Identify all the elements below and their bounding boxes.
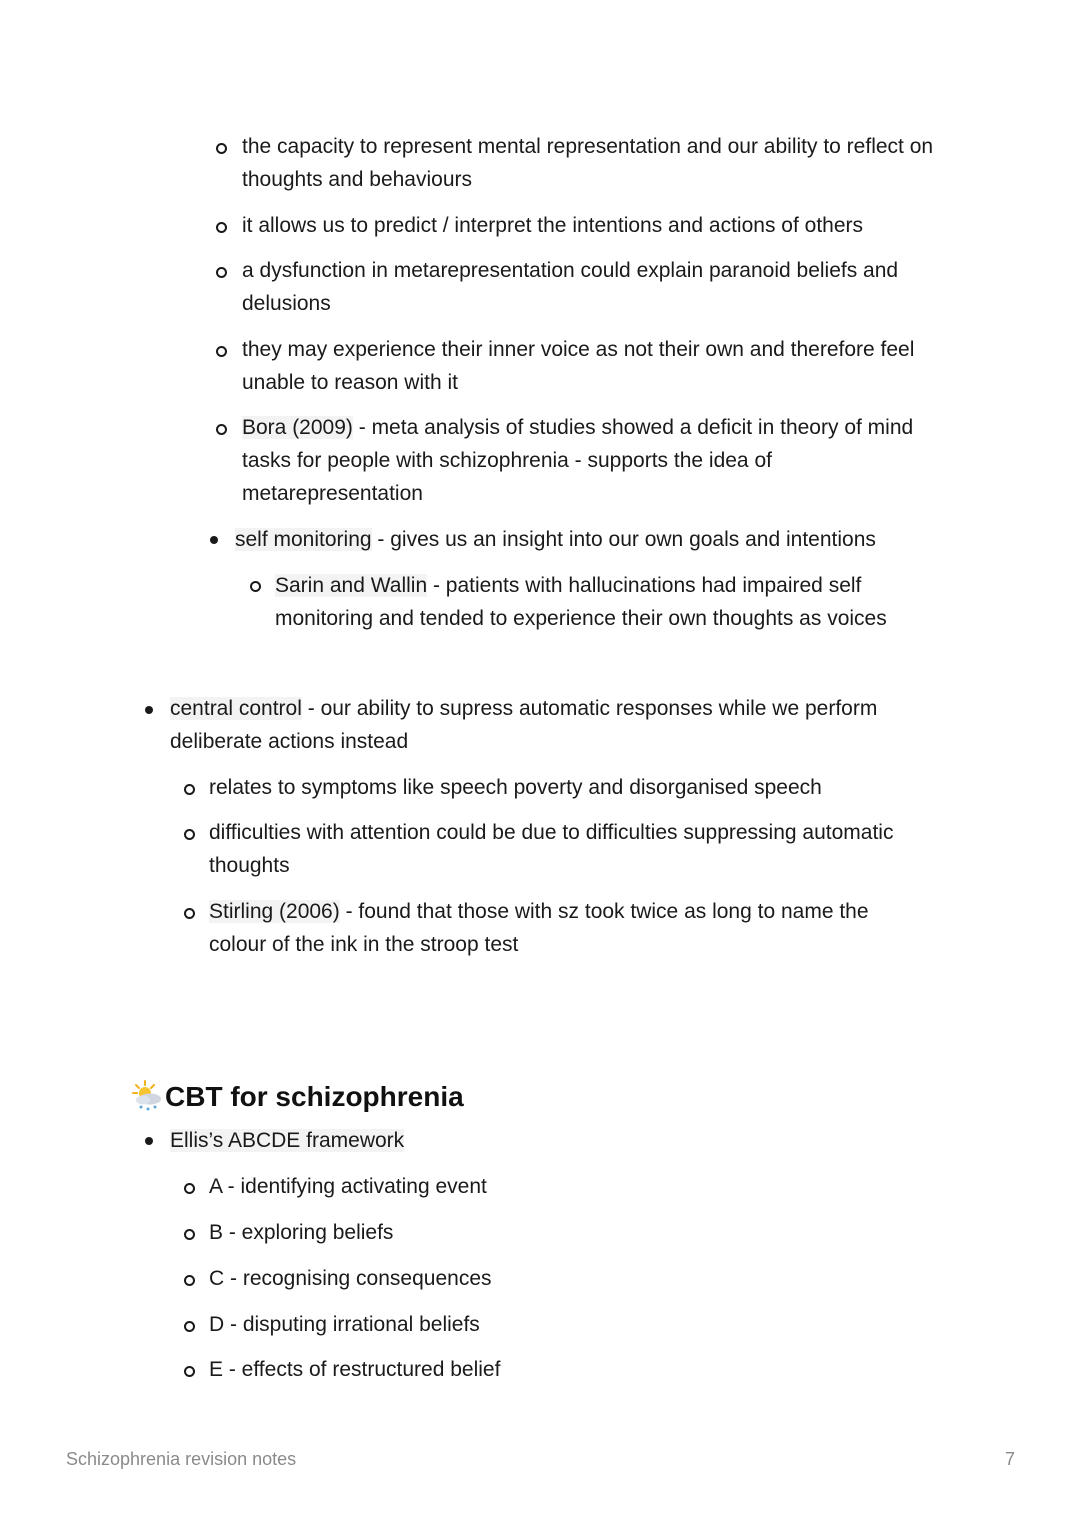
bullet-hollow xyxy=(184,1366,195,1377)
list-item: E - effects of restructured belief xyxy=(209,1358,501,1381)
bullet-filled xyxy=(145,1137,153,1145)
sun-behind-rain-cloud-icon xyxy=(132,1080,162,1112)
bullet-hollow xyxy=(216,346,227,357)
list-item: they may experience their inner voice as not their own and therefore feel unable to reason with it xyxy=(242,338,915,394)
concept-text: - our ability to supress automatic responses while we perform deliberate actions instead xyxy=(170,697,878,753)
bullet-filled xyxy=(210,536,218,544)
bullet-hollow xyxy=(184,1183,195,1194)
study-term: Stirling (2006) xyxy=(209,900,340,923)
bullet-hollow xyxy=(216,143,227,154)
list-item: difficulties with attention could be due to difficulties suppressing automatic thoughts xyxy=(209,821,894,877)
concept-term: self monitoring xyxy=(235,528,372,551)
list-item: D - disputing irrational beliefs xyxy=(209,1313,480,1336)
list-item: relates to symptoms like speech poverty and disorganised speech xyxy=(209,776,822,799)
study-text: - meta analysis of studies showed a deficit in theory of mind tasks for people with schizophrenia - supports the idea of metarepresentation xyxy=(242,416,914,505)
study-text: - found that those with sz took twice as long to name the colour of the ink in the stroop test xyxy=(209,900,869,956)
bullet-hollow xyxy=(184,1321,195,1332)
bullet-hollow xyxy=(184,829,195,840)
list-item xyxy=(275,569,955,635)
concept-term: Ellis’s ABCDE framework xyxy=(170,1129,405,1152)
list-item: B - exploring beliefs xyxy=(209,1221,394,1244)
concept-text: - gives us an insight into our own goals and intentions xyxy=(371,528,876,551)
study-term: Sarin and Wallin xyxy=(275,574,428,597)
list-item: a dysfunction in metarepresentation could explain paranoid beliefs and delusions xyxy=(242,259,899,315)
study-text: - patients with hallucinations had impaired self monitoring and tended to experience their own thoughts as voices xyxy=(275,574,887,630)
list-item xyxy=(235,523,955,556)
bullet-hollow xyxy=(184,1229,195,1240)
section-heading: CBT for schizophrenia xyxy=(165,1081,464,1112)
bullet-hollow xyxy=(184,784,195,795)
study-term: Bora (2009) xyxy=(242,416,353,439)
bullet-hollow xyxy=(216,222,227,233)
list-item: the capacity to represent mental representation and our ability to reflect on thoughts and behaviours xyxy=(242,135,934,191)
concept-term: central control xyxy=(170,697,302,720)
bullet-hollow xyxy=(184,1275,195,1286)
bullet-hollow xyxy=(216,267,227,278)
list-item xyxy=(170,692,930,758)
bullet-hollow xyxy=(184,908,195,919)
bullet-filled xyxy=(145,706,153,714)
list-item xyxy=(170,1124,404,1157)
bullet-hollow xyxy=(250,581,261,592)
page-number: 7 xyxy=(1004,1449,1015,1469)
footer-title: Schizophrenia revision notes xyxy=(66,1449,297,1469)
list-item: A - identifying activating event xyxy=(209,1175,487,1198)
bullet-hollow xyxy=(216,424,227,435)
list-item: it allows us to predict / interpret the intentions and actions of others xyxy=(242,214,864,237)
list-item: C - recognising consequences xyxy=(209,1267,492,1290)
list-item xyxy=(242,411,952,510)
list-item xyxy=(209,895,929,961)
